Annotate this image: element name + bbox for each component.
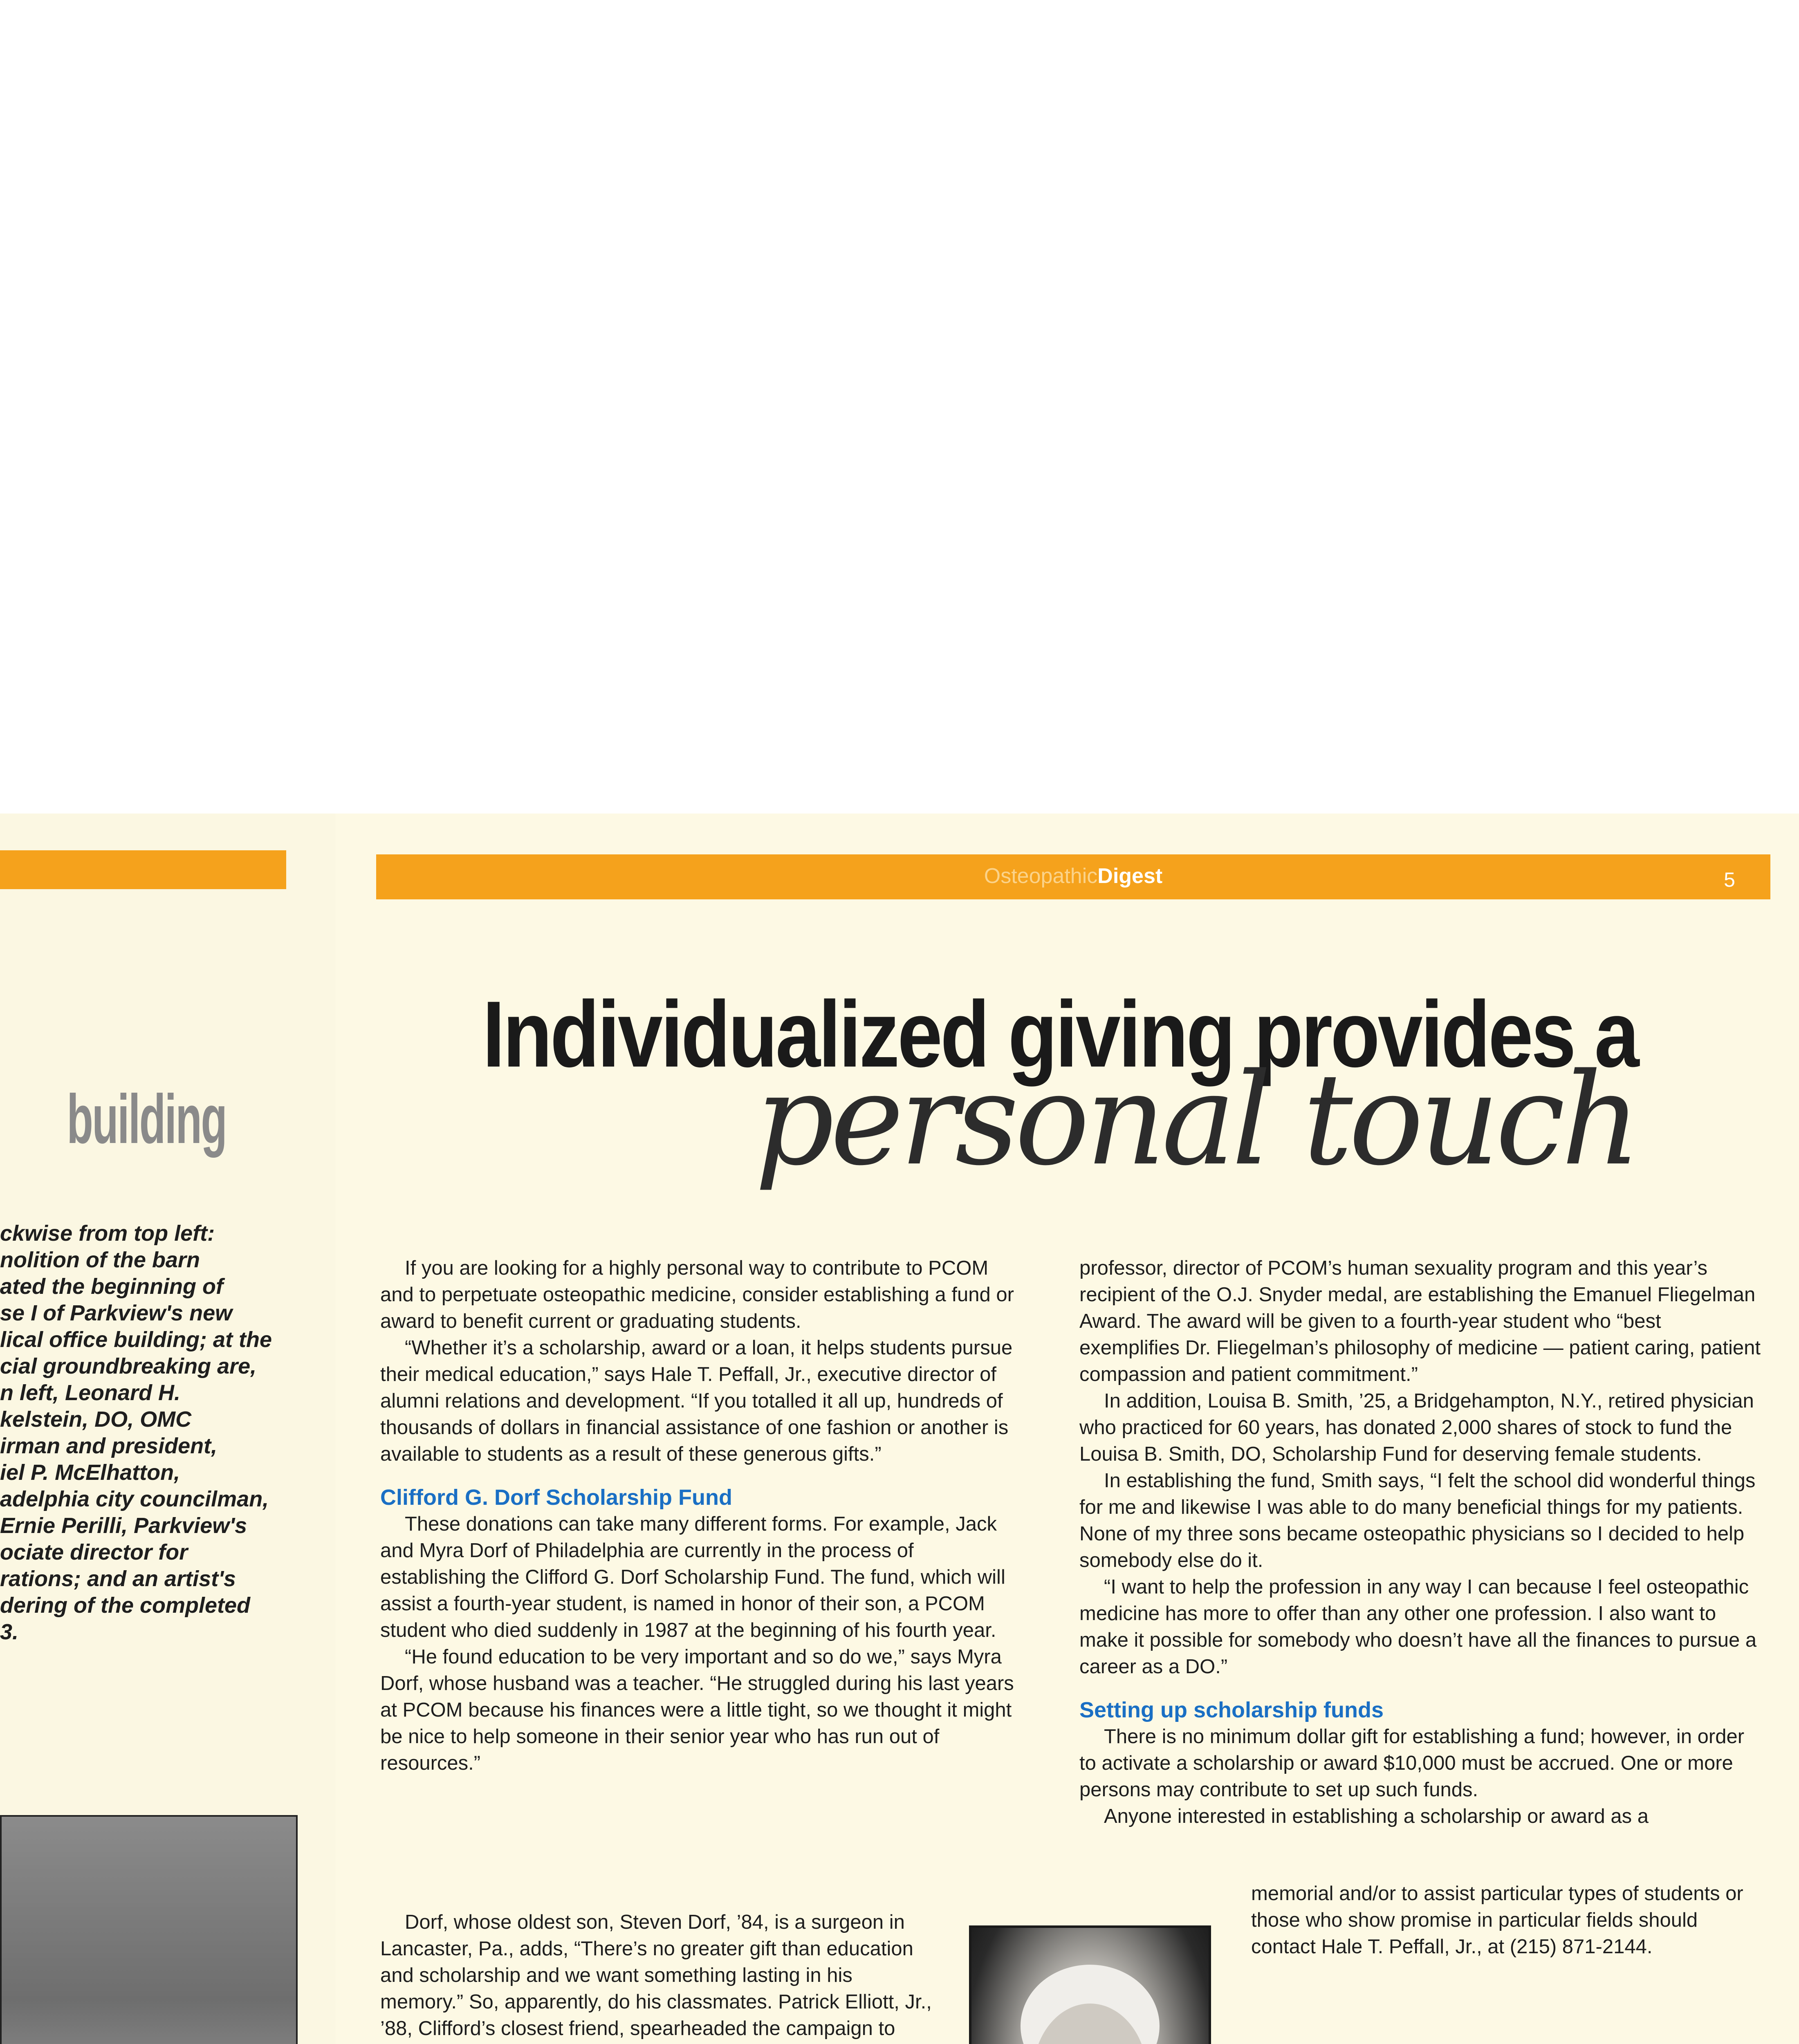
article-column-1-continued	[380, 1909, 940, 2044]
caption-line: Ernie Perilli, Parkview's	[0, 1513, 247, 1538]
body-paragraph: “Whether it’s a scholarship, award or a loan, it helps students pursue their medical education,” says Hale T. Peffall, Jr., executive director of alumni relations and development. “If you totalled it all up, hundreds of thousands of dollars in financial assistance of one fashion or another is available to students as a result of these generous gifts.”	[380, 1337, 1013, 1465]
portrait-photo-louisa-smith	[969, 1925, 1211, 2044]
body-paragraph: Dorf, whose oldest son, Steven Dorf, ’84, is a surgeon in Lancaster, Pa., adds, “There’s no greater gift than education and scholarship and we want something lasting in his memory.” So, apparently, do his classmates. Patrick Elliott, Jr., ’88, Clifford’s closest friend, spearheaded the campaign to	[380, 1911, 932, 2040]
publication-title-osteopathic: Osteopathic	[984, 864, 1098, 888]
caption-line: ociate director for	[0, 1540, 188, 1564]
caption-line: ckwise from top left:	[0, 1221, 215, 1246]
body-paragraph: These donations can take many different forms. For example, Jack and Myra Dorf of Philadelphia are currently in the process of establishing the Clifford G. Dorf Scholarship Fund. The fund, which will assist a fourth-year student, is named in honor of their son, a PCOM student who died suddenly in 1987 at the beginning of his fourth year.	[380, 1513, 1005, 1641]
groundbreaking-photo	[0, 1815, 298, 2044]
portrait-silhouette	[971, 1928, 1209, 2044]
left-heading-fragment: building	[67, 1080, 227, 1158]
caption-line: ated the beginning of	[0, 1274, 223, 1299]
caption-line: lical office building; at the	[0, 1327, 272, 1352]
body-paragraph: In establishing the fund, Smith says, “I felt the school did wonderful things for me and likewise I was able to do many beneficial things for my patients. None of my three sons became osteopathic physicians so I decided to help somebody else do it.	[1079, 1470, 1756, 1571]
publication-title-digest: Digest	[1097, 864, 1163, 888]
caption-line: dering of the completed	[0, 1593, 251, 1618]
caption-line: adelphia city councilman,	[0, 1487, 269, 1511]
body-paragraph: If you are looking for a highly personal way to contribute to PCOM and to perpetuate osteopathic medicine, consider establishing a fund or award to benefit current or graduating students.	[380, 1257, 1014, 1332]
caption-line: kelstein, DO, OMC	[0, 1407, 192, 1432]
body-paragraph: “I want to help the profession in any way I can because I feel osteopathic medicine has more to offer than any other one profession. I also want to make it possible for somebody who doesn’t have all the finances to pursue a career as a DO.”	[1079, 1576, 1757, 1678]
caption-line: n left, Leonard H.	[0, 1381, 181, 1405]
page-number: 5	[1724, 868, 1735, 891]
publication-title	[376, 858, 1770, 894]
section-heading-dorf: Clifford G. Dorf Scholarship Fund	[380, 1485, 732, 1510]
article-subtitle: personal touch	[755, 1046, 1637, 1194]
body-paragraph: memorial and/or to assist particular types of students or those who show promise in particular fields should contact Hale T. Peffall, Jr., at (215) 871-2144.	[1251, 1883, 1743, 1958]
caption-line: irman and president,	[0, 1434, 218, 1458]
body-paragraph: In addition, Louisa B. Smith, ’25, a Bridgehampton, N.Y., retired physician who practiced for 60 years, has donated 2,000 shares of stock to fund the Louisa B. Smith, DO, Scholarship Fund for deserving female students.	[1079, 1390, 1754, 1465]
caption-line: iel P. McElhatton,	[0, 1460, 180, 1485]
caption-line: cial groundbreaking are,	[0, 1354, 257, 1378]
article-title: Individualized giving provides a	[482, 982, 1637, 1087]
body-paragraph: “He found education to be very important and so do we,” says Myra Dorf, whose husband was a teacher. “He struggled during his last years at PCOM because his finances were a little tight, so we thought it might be nice to help someone in their senior year who has run out of resources.”	[380, 1646, 1014, 1774]
caption-line: nolition of the barn	[0, 1248, 200, 1272]
body-paragraph: There is no minimum dollar gift for establishing a fund; however, in order to activate a scholarship or award $10,000 must be accrued. One or more persons may contribute to set up such funds.	[1079, 1726, 1745, 1801]
article-column-2	[1079, 1255, 1762, 1830]
body-paragraph: Anyone interested in establishing a scholarship or award as a	[1104, 1805, 1649, 1827]
caption-line: se I of Parkview's new	[0, 1301, 233, 1325]
caption-line: rations; and an artist's	[0, 1567, 236, 1591]
article-column-2-continued	[1251, 1880, 1762, 1960]
article-column-1	[380, 1255, 1022, 1777]
caption-line: 3.	[0, 1620, 19, 1644]
body-paragraph: professor, director of PCOM’s human sexuality program and this year’s recipient of the O.J. Snyder medal, are establishing the Emanuel Fliegelman Award. The award will be given to a fourth-year student who “best exemplifies Dr. Fliegelman’s philosophy of medicine — patient caring, patient compassion and patient commitment.”	[1079, 1257, 1761, 1385]
section-heading-setup: Setting up scholarship funds	[1079, 1698, 1384, 1722]
left-header-band	[0, 850, 286, 889]
left-photo-caption	[0, 1220, 286, 1645]
